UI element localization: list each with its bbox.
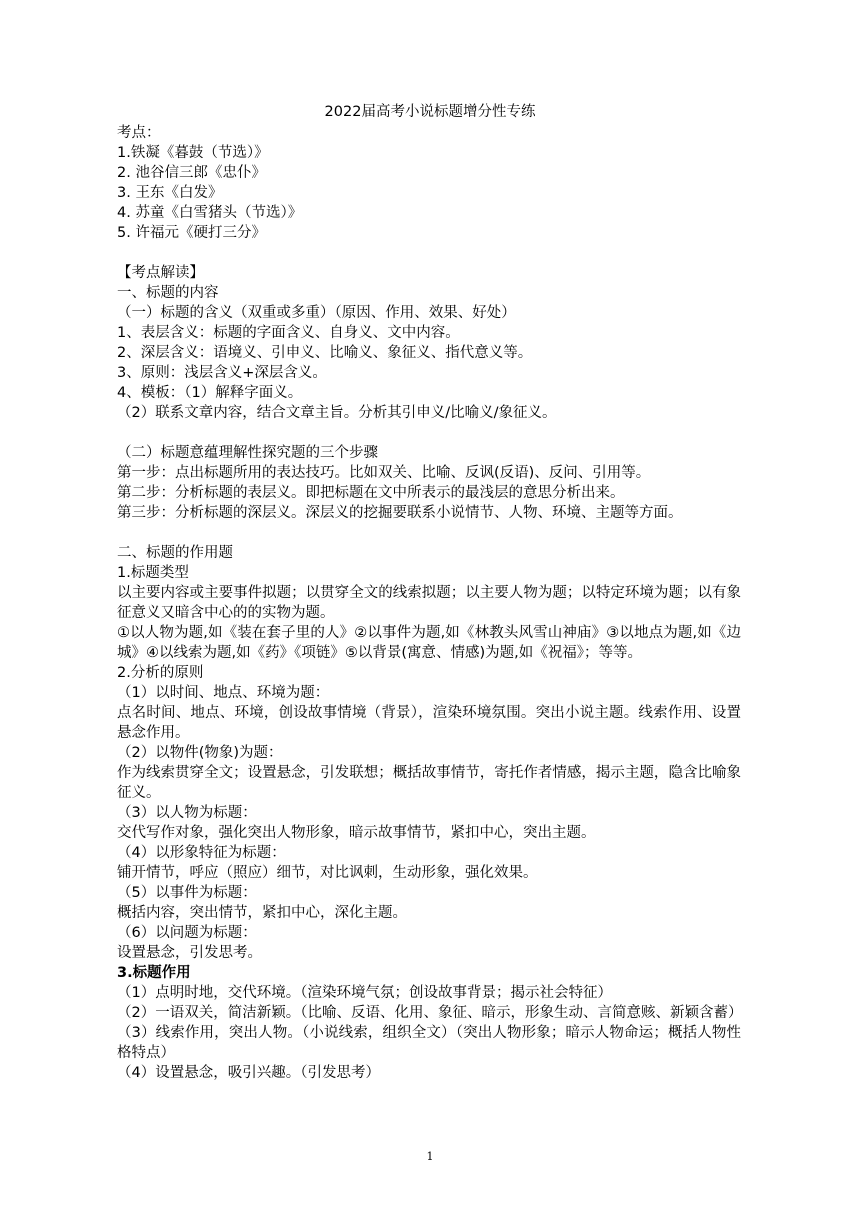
text-line: （1）以时间、地点、环境为题： bbox=[117, 685, 330, 701]
text-line: （5）以事件为标题： bbox=[117, 885, 257, 901]
text-line: 2.分析的原则 bbox=[117, 665, 204, 681]
text-line: 第三步：分析标题的深层义。深层义的挖掘要联系小说情节、人物、环境、主题等方面。 bbox=[117, 505, 683, 521]
text-line: 设置悬念，引发思考。 bbox=[117, 945, 262, 961]
text-line: 二、标题的作用题 bbox=[117, 545, 233, 561]
text-line: 点名时间、地点、环境，创设故事情境（背景），渲染环境氛围。突出小说主题。线索作用、设置悬念作用。 bbox=[117, 705, 741, 741]
text-line: 5. 许福元《硬打三分》 bbox=[117, 225, 266, 241]
text-line: 交代写作对象，强化突出人物形象，暗示故事情节，紧扣中心，突出主题。 bbox=[117, 825, 596, 841]
text-line: 2. 池谷信三郎《忠仆》 bbox=[117, 165, 266, 181]
text-line: （2）一语双关，简洁新颖。（比喻、反语、化用、象征、暗示，形象生动、言简意赅、新颖含蓄） bbox=[117, 1005, 743, 1021]
page-number: 1 bbox=[426, 1150, 434, 1163]
text-line: （二）标题意蕴理解性探究题的三个步骤 bbox=[117, 445, 378, 461]
blank-line bbox=[117, 523, 741, 543]
text-line: ①以人物为题,如《装在套子里的人》②以事件为题,如《林教头风雪山神庙》③以地点为题,如《边城》④以线索为题,如《药》《项链》⑤以背景(寓意、情感)为题,如《祝福》；等等。 bbox=[117, 625, 741, 661]
text-line: 第一步：点出标题所用的表达技巧。比如双关、比喻、反讽(反语)、反问、引用等。 bbox=[117, 465, 651, 481]
blank-line bbox=[117, 243, 741, 263]
text-line: 1.标题类型 bbox=[117, 565, 189, 581]
text-line: 3. 王东《白发》 bbox=[117, 185, 223, 201]
text-line: 第二步：分析标题的表层义。即把标题在文中所表示的最浅层的意思分析出来。 bbox=[117, 485, 625, 501]
text-line: （2）联系文章内容，结合文章主旨。分析其引申义/比喻义/象征义。 bbox=[117, 405, 557, 421]
text-line: 1.铁凝《暮鼓（节选）》 bbox=[117, 145, 269, 161]
text-line: 考点： bbox=[117, 125, 161, 141]
text-line: 2、深层含义：语境义、引申义、比喻义、象征义、指代意义等。 bbox=[117, 345, 533, 361]
blank-line bbox=[117, 423, 741, 443]
text-line: 4. 苏童《白雪猪头（节选）》 bbox=[117, 205, 303, 221]
text-line: （3）以人物为标题： bbox=[117, 805, 257, 821]
text-line: （一）标题的含义（双重或多重）（原因、作用、效果、好处） bbox=[117, 305, 516, 321]
text-line: 3、原则：浅层含义+深层含义。 bbox=[117, 365, 327, 381]
document-body bbox=[117, 123, 741, 1083]
text-line: （4）以形象特征为标题： bbox=[117, 845, 286, 861]
text-line: 作为线索贯穿全文；设置悬念，引发联想；概括故事情节，寄托作者情感，揭示主题，隐含比喻象征义。 bbox=[117, 765, 741, 801]
text-line: 以主要内容或主要事件拟题；以贯穿全文的线索拟题；以主要人物为题；以特定环境为题；以有象征意义又暗含中心的的实物为题。 bbox=[117, 585, 741, 621]
text-line: （4）设置悬念，吸引兴趣。（引发思考） bbox=[117, 1065, 380, 1081]
text-line: 4、模板：（1）解释字面义。 bbox=[117, 385, 303, 401]
text-line: 【考点解读】 bbox=[117, 265, 204, 281]
document-title: 2022届高考小说标题增分性专练 bbox=[324, 104, 536, 120]
text-line: 铺开情节，呼应（照应）细节，对比讽刺，生动形象，强化效果。 bbox=[117, 865, 538, 881]
text-line: 一、标题的内容 bbox=[117, 285, 219, 301]
text-line: （1）点明时地，交代环境。（渲染环境气氛；创设故事背景；揭示社会特征） bbox=[117, 985, 612, 1001]
text-line: （3）线索作用，突出人物。（小说线索，组织全文）（突出人物形象；暗示人物命运；概括人物性格特点） bbox=[117, 1025, 741, 1061]
text-line: 3.标题作用 bbox=[117, 965, 191, 981]
text-line: （6）以问题为标题： bbox=[117, 925, 257, 941]
text-line: （2）以物件(物象)为题： bbox=[117, 745, 283, 761]
text-line: 1、表层含义：标题的字面含义、自身义、文中内容。 bbox=[117, 325, 460, 341]
text-line: 概括内容，突出情节，紧扣中心，深化主题。 bbox=[117, 905, 407, 921]
